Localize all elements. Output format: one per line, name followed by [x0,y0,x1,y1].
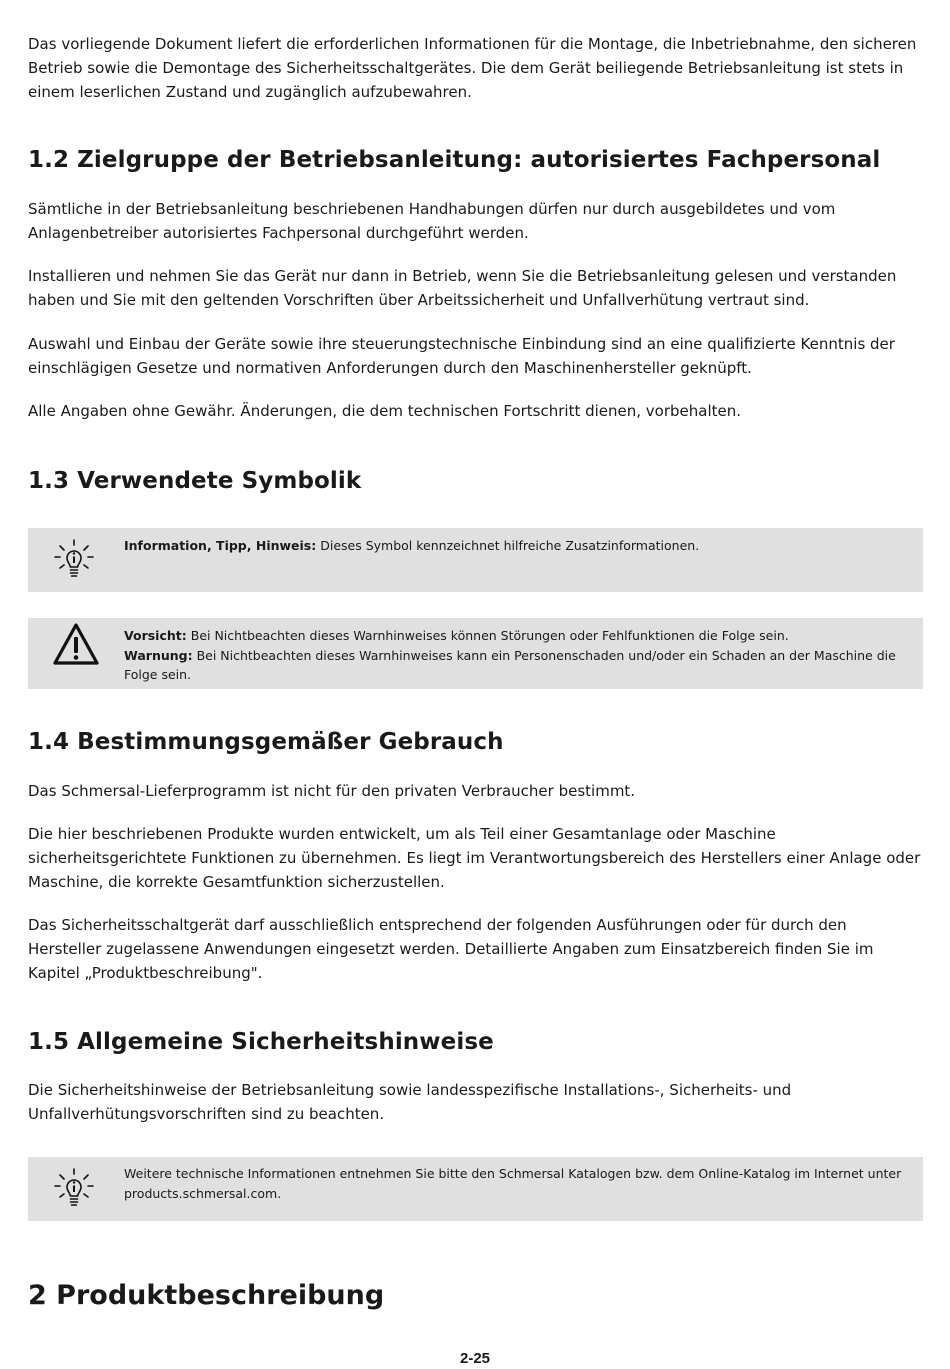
warning-symbol-text [124,626,915,685]
info-symbol-text [124,536,915,556]
caution-label: Vorsicht: [124,628,187,643]
section-1-2-paragraph-3: Auswahl und Einbau der Geräte sowie ihre steuerungstechnische Einbindung sind an eine qualifizierte Kenntnis der einschlägigen Gesetze und normativen Anforderungen durch den Maschinenhersteller geknüpft. [28,335,895,377]
info-symbol-description: Dieses Symbol kennzeichnet hilfreiche Zusatzinformationen. [316,538,700,553]
warning-symbol-box [28,618,923,689]
warning-label: Warnung: [124,647,193,663]
section-1-2-paragraph-4: Alle Angaben ohne Gewähr. Änderungen, die dem technischen Fortschritt dienen, vorbehalten. [28,402,742,420]
warning-triangle-icon [52,622,100,666]
section-1-4-paragraph-2: Die hier beschriebenen Produkte wurden entwickelt, um als Teil einer Gesamtanlage oder Maschine sicherheitsgerichtete Funktionen zu übernehmen. Es liegt im Verantwortungsbereich des Herstellers einer Anlage oder Maschine, die korrekte Gesamtfunktion sicherzustellen. [28,825,921,891]
lightbulb-info-icon [52,1167,96,1211]
heading-1-2: 1.2 Zielgruppe der Betriebsanleitung: autorisiertes Fachpersonal [28,147,881,173]
heading-1-3: 1.3 Verwendete Symbolik [28,468,362,494]
heading-1-4: 1.4 Bestimmungsgemäßer Gebrauch [28,729,504,755]
caution-line [124,626,915,646]
section-1-4-paragraph-1: Das Schmersal-Lieferprogramm ist nicht für den privaten Verbraucher bestimmt. [28,782,636,800]
info-symbol-box [28,528,923,592]
heading-2: 2 Produktbeschreibung [28,1280,385,1311]
intro-paragraph: Das vorliegende Dokument liefert die erforderlichen Informationen für die Montage, die Inbetriebnahme, den sicheren Betrieb sowie die Demontage des Sicherheitsschaltgerätes. Die dem Gerät beiliegende Betriebsanleitung ist stets in einem leserlichen Zustand und zugänglich aufzubewahren. [28,35,917,101]
section-1-4-paragraph-3: Das Sicherheitsschaltgerät darf ausschließlich entsprechend der folgenden Ausführungen oder für durch den Hersteller zugelassene Anwendungen eingesetzt werden. Detaillierte Angaben zum Einsatzbereich finden Sie im Kapitel „Produktbeschreibung". [28,916,874,982]
info-note-box [28,1157,923,1221]
lightbulb-info-icon [52,538,96,582]
info-symbol-label: Information, Tipp, Hinweis: [124,538,317,553]
section-1-5-paragraph-1: Die Sicherheitshinweise der Betriebsanleitung sowie landesspezifische Installations-, Sicherheits- und Unfallverhütungsvorschriften sind zu beachten. [28,1081,792,1123]
warning-line [124,646,915,685]
heading-1-5: 1.5 Allgemeine Sicherheitshinweise [28,1029,494,1055]
page-number: 2-25 [459,1350,491,1367]
info-note-text: Weitere technische Informationen entnehmen Sie bitte den Schmersal Katalogen bzw. dem Online-Katalog im Internet unter products.schmersal.com. [124,1166,902,1201]
caution-description: Bei Nichtbeachten dieses Warnhinweises können Störungen oder Fehlfunktionen die Folge sein. [186,628,789,643]
warning-description: Bei Nichtbeachten dieses Warnhinweises kann ein Personenschaden und/oder ein Schaden an der Maschine die Folge sein. [124,647,896,682]
section-1-2-paragraph-1: Sämtliche in der Betriebsanleitung beschriebenen Handhabungen dürfen nur durch ausgebildetes und vom Anlagenbetreiber autorisiertes Fachpersonal durchgeführt werden. [28,200,836,242]
section-1-2-paragraph-2: Installieren und nehmen Sie das Gerät nur dann in Betrieb, wenn Sie die Betriebsanleitung gelesen und verstanden haben und Sie mit den geltenden Vorschriften über Arbeitssicherheit und Unfallverhütung vertraut sind. [28,267,897,309]
